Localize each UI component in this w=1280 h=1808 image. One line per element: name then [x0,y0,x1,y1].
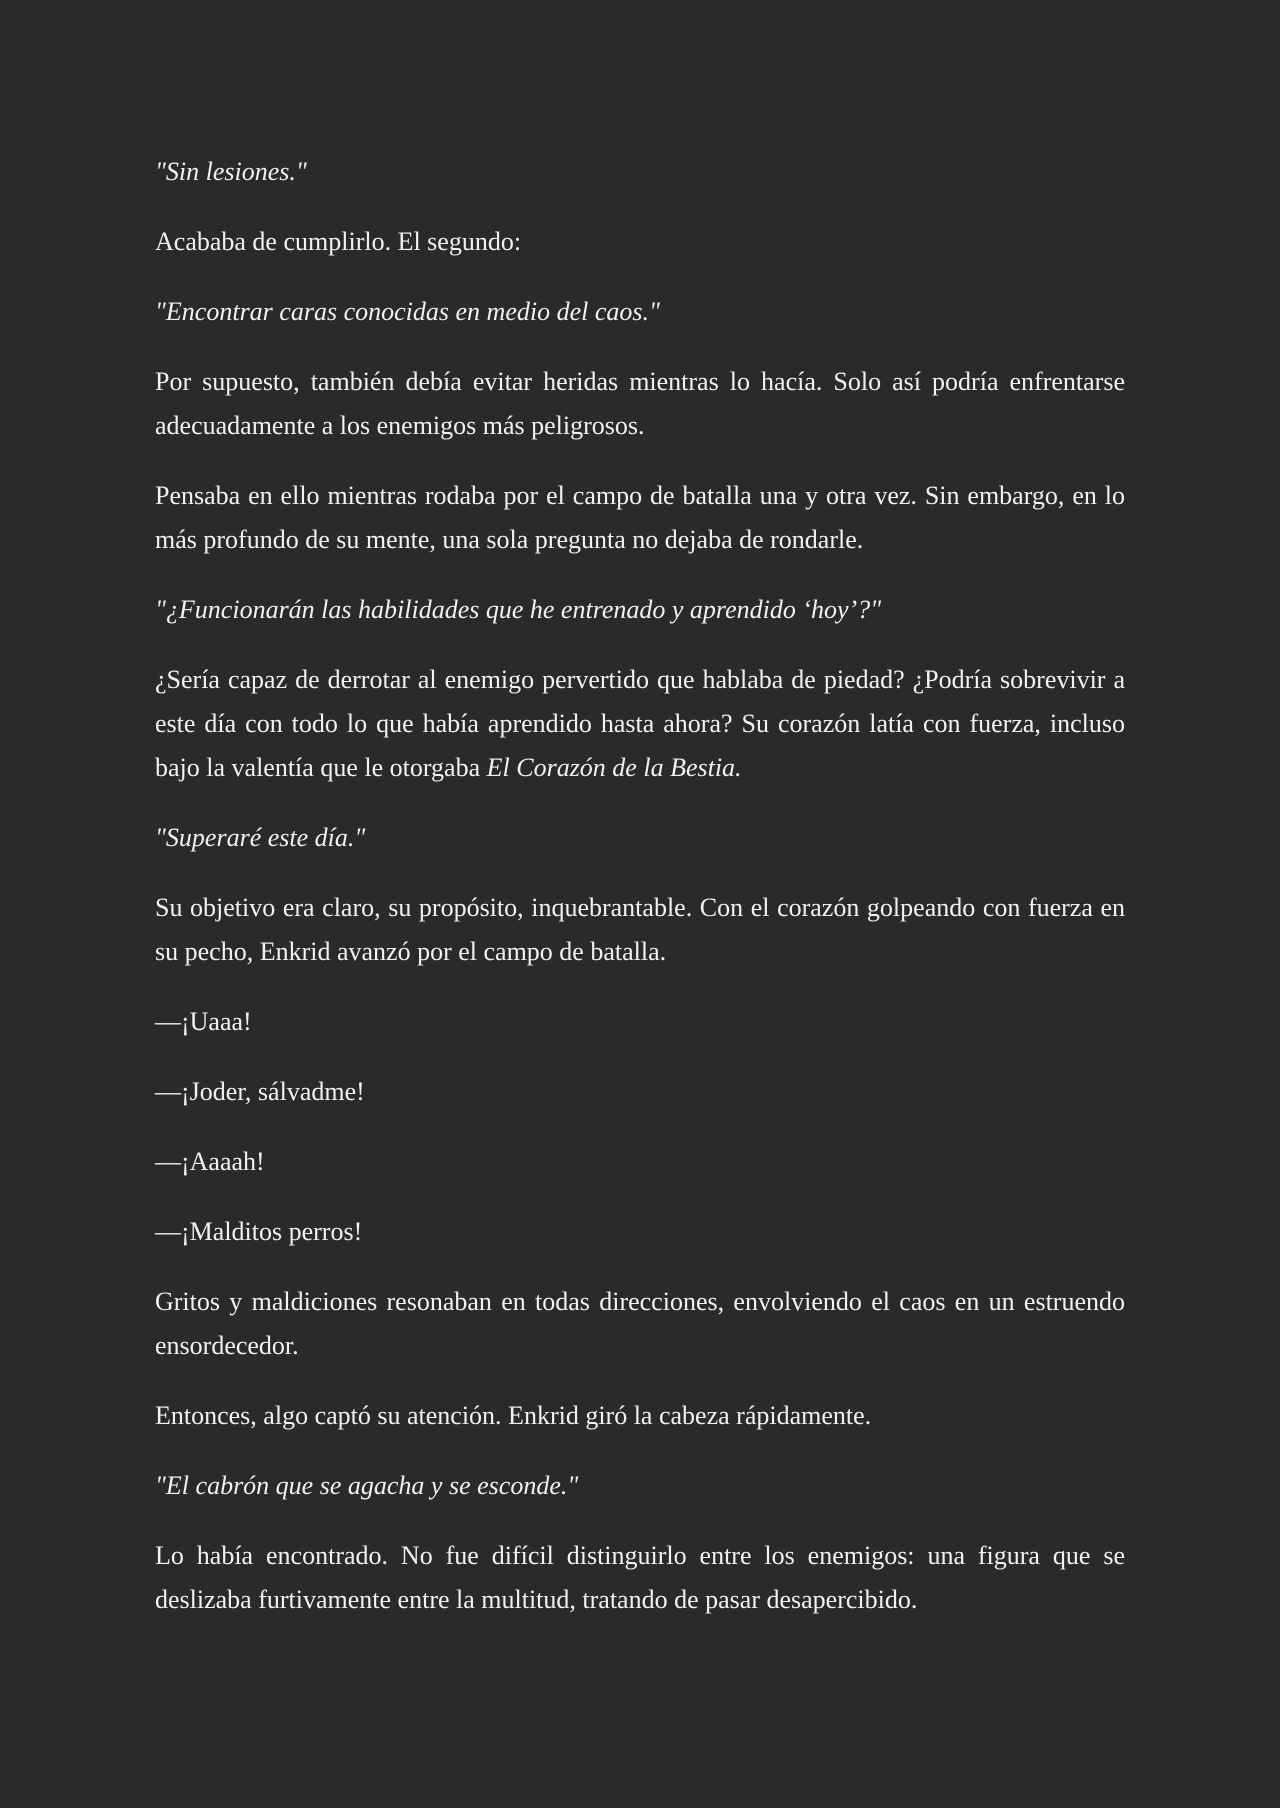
paragraph: Entonces, algo captó su atención. Enkrid giró la cabeza rápidamente. [155,1401,872,1430]
dialogue-line: —¡Uaaa! [155,1007,252,1036]
paragraph-mixed [155,658,1125,790]
paragraph-text: ¿Sería capaz de derrotar al enemigo pervertido que hablaba de piedad? ¿Podría sobrevivir a este día con todo lo que había aprendido hasta ahora? Su corazón latía con fuerza, incluso bajo la valentía que le otorgaba [155,665,1125,782]
paragraph: Lo había encontrado. No fue difícil distinguirlo entre los enemigos: una figura que se deslizaba furtivamente entre la multitud, tratando de pasar desapercibido. [155,1541,1125,1614]
paragraph: Acababa de cumplirlo. El segundo: [155,227,522,256]
dialogue-line: —¡Joder, sálvadme! [155,1077,365,1106]
paragraph: Gritos y maldiciones resonaban en todas direcciones, envolviendo el caos en un estruendo ensordecedor. [155,1287,1125,1360]
paragraph-quote: "Sin lesiones." [155,157,307,186]
book-title-italic: El Corazón de la Bestia. [486,753,742,782]
dialogue-line: —¡Malditos perros! [155,1217,363,1246]
paragraph: Por supuesto, también debía evitar heridas mientras lo hacía. Solo así podría enfrentarse adecuadamente a los enemigos más peligrosos. [155,367,1125,440]
paragraph-quote: "Superaré este día." [155,823,366,852]
paragraph-quote: "El cabrón que se agacha y se esconde." [155,1471,579,1500]
paragraph-quote: "¿Funcionarán las habilidades que he entrenado y aprendido ‘hoy’?" [155,595,882,624]
dialogue-line: —¡Aaaah! [155,1147,265,1176]
paragraph: Su objetivo era claro, su propósito, inquebrantable. Con el corazón golpeando con fuerza en su pecho, Enkrid avanzó por el campo de batalla. [155,893,1125,966]
paragraph: Pensaba en ello mientras rodaba por el campo de batalla una y otra vez. Sin embargo, en lo más profundo de su mente, una sola pregunta no dejaba de rondarle. [155,481,1125,554]
paragraph-quote: "Encontrar caras conocidas en medio del caos." [155,297,660,326]
